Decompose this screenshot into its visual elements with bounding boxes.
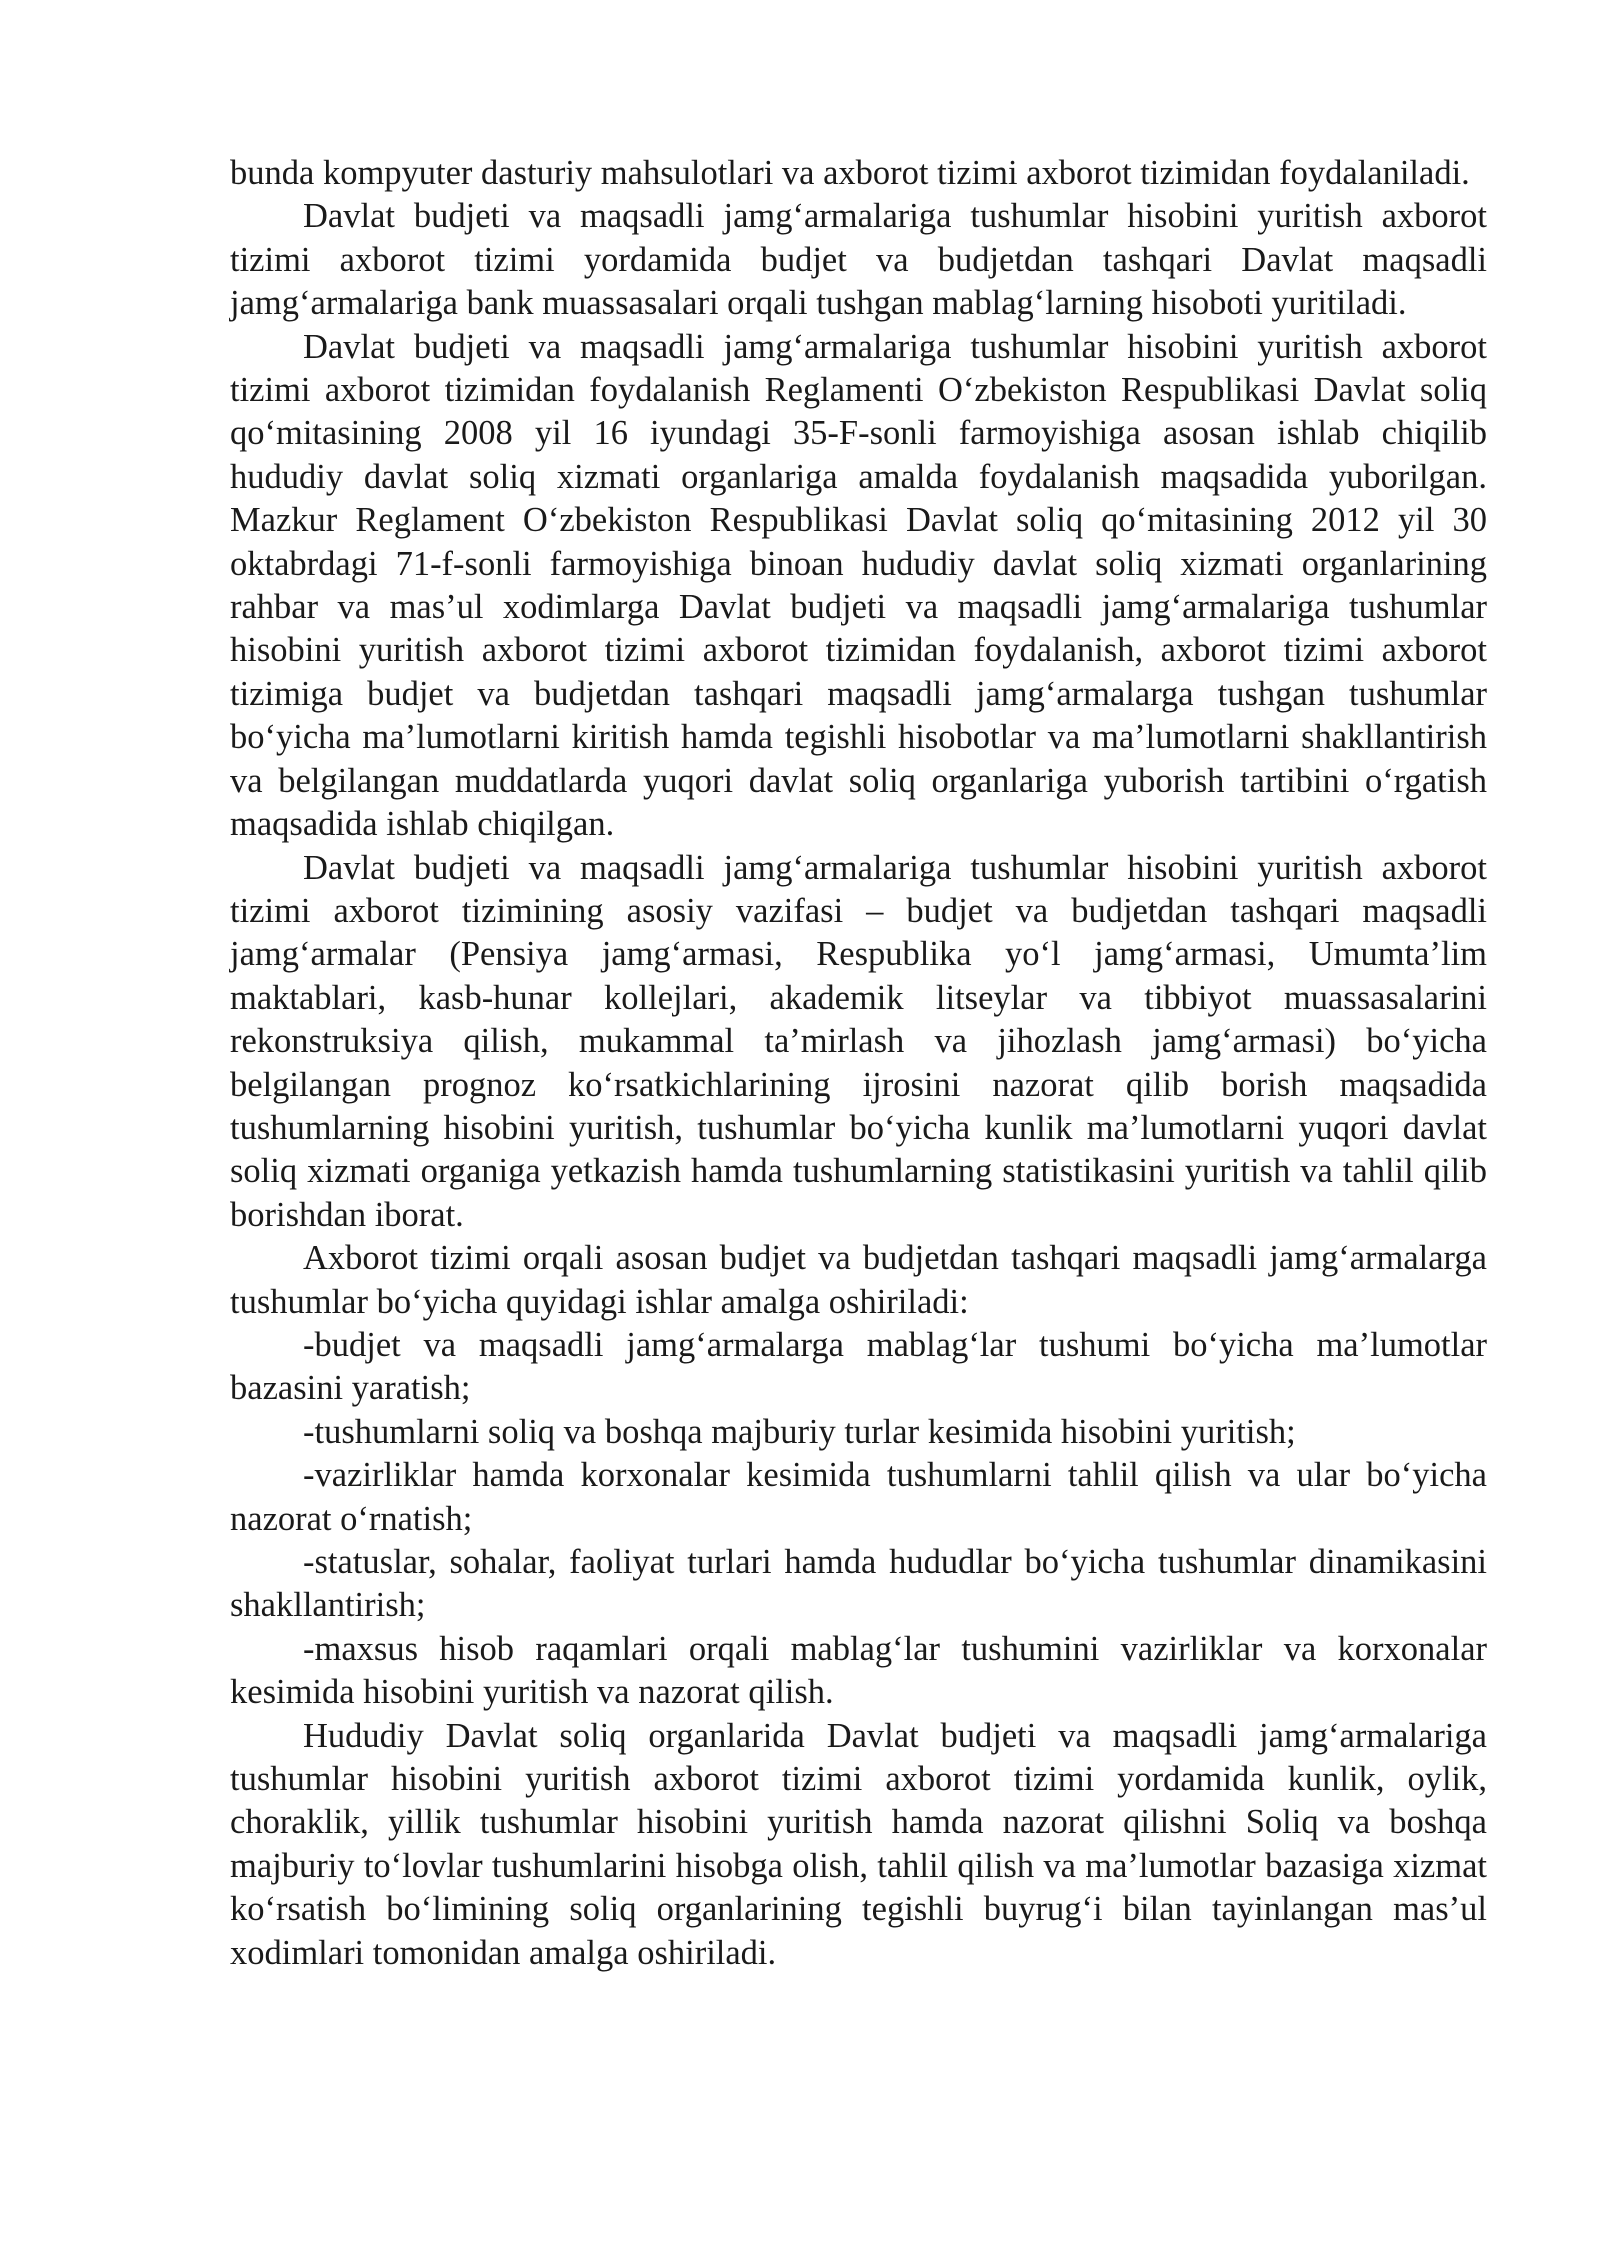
list-item-tax-types: -tushumlarni soliq va boshqa majburiy turlar kesimida hisobini yuritish; (303, 1412, 1296, 1451)
document-page (230, 152, 1487, 1975)
paragraph-main-task: Davlat budjeti va maqsadli jamg‘armalariga tushumlar hisobini yuritish axborot tizimi axborot tizimining asosiy vazifasi – budjet va budjetdan tashqari maqsadli jamg‘armalar (Pensiya jamg‘armasi, Respublika yo‘l jamg‘armasi, Umumta’lim maktablari, kasb-hunar kollejlari, akademik litseylar va tibbiyot muassasalarini rekonstruksiya qilish, mukammal ta’mirlash va jihozlash jamg‘armasi) bo‘yicha belgilangan prognoz ko‘rsatkichlarining ijrosini nazorat qilib borish maqsadida tushumlarning hisobini yuritish, tushumlar bo‘yicha kunlik ma’lumotlarni yuqori davlat soliq xizmati organiga yetkazish hamda tushumlarning statistikasini yuritish va tahlil qilib borishdan iborat. (230, 848, 1487, 1234)
paragraph-reglament: Davlat budjeti va maqsadli jamg‘armalariga tushumlar hisobini yuritish axborot tizimi axborot tizimidan foydalanish Reglamenti O‘zbekiston Respublikasi Davlat soliq qo‘mitasining 2008 yil 16 iyundagi 35-F-sonli farmoyishiga asosan ishlab chiqilib hududiy davlat soliq xizmati organlariga amalda foydalanish maqsadida yuborilgan. Mazkur Reglament O‘zbekiston Respublikasi Davlat soliq qo‘mitasining 2012 yil 30 oktabrdagi 71-f-sonli farmoyishiga binoan hududiy davlat soliq xizmati organlarining rahbar va mas’ul xodimlarga Davlat budjeti va maqsadli jamg‘armalariga tushumlar hisobini yuritish axborot tizimi axborot tizimidan foydalanish, axborot tizimi axborot tizimiga budjet va budjetdan tashqari maqsadli jamg‘armalarga tushgan tushumlar bo‘yicha ma’lumotlarni kiritish hamda tegishli hisobotlar va ma’lumotlarni shakllantirish va belgilangan muddatlarda yuqori davlat soliq organlariga yuborish tartibini o‘rgatish maqsadida ishlab chiqilgan. (230, 327, 1487, 844)
paragraph-list-intro: Axborot tizimi orqali asosan budjet va budjetdan tashqari maqsadli jamg‘armalarga tushumlar bo‘yicha quyidagi ishlar amalga oshiriladi: (230, 1239, 1487, 1321)
paragraph-system-overview: Davlat budjeti va maqsadli jamg‘armalariga tushumlar hisobini yuritish axborot tizimi axborot tizimi yordamida budjet va budjetdan tashqari Davlat maqsadli jamg‘armalariga bank muassasalari orqali tushgan mablag‘larning hisoboti yuritiladi. (230, 197, 1487, 323)
paragraph-continuation: bunda kompyuter dasturiy mahsulotlari va axborot tizimi axborot tizimidan foydalaniladi. (230, 154, 1470, 192)
paragraph-regional-bodies: Hududiy Davlat soliq organlarida Davlat budjeti va maqsadli jamg‘armalariga tushumlar hisobini yuritish axborot tizimi axborot tizimi yordamida kunlik, oylik, choraklik, yillik tushumlar hisobini yuritish hamda nazorat qilishni Soliq va boshqa majburiy to‘lovlar tushumlarini hisobga olish, tahlil qilish va ma’lumotlar bazasiga xizmat ko‘rsatish bo‘limining soliq organlarining tegishli buyrug‘i bilan tayinlangan mas’ul xodimlari tomonidan amalga oshiriladi. (230, 1716, 1487, 1972)
list-item-dynamics: -statuslar, sohalar, faoliyat turlari hamda hududlar bo‘yicha tushumlar dinamikasini shakllantirish; (230, 1543, 1487, 1625)
list-item-special-accounts: -maxsus hisob raqamlari orqali mablag‘lar tushumini vazirliklar va korxonalar kesimida hisobini yuritish va nazorat qilish. (230, 1629, 1487, 1712)
list-item-ministries: -vazirliklar hamda korxonalar kesimida tushumlarni tahlil qilish va ular bo‘yicha nazorat o‘rnatish; (230, 1456, 1487, 1538)
list-item-database: -budjet va maqsadli jamg‘armalarga mablag‘lar tushumi bo‘yicha ma’lumotlar bazasini yaratish; (230, 1325, 1487, 1408)
